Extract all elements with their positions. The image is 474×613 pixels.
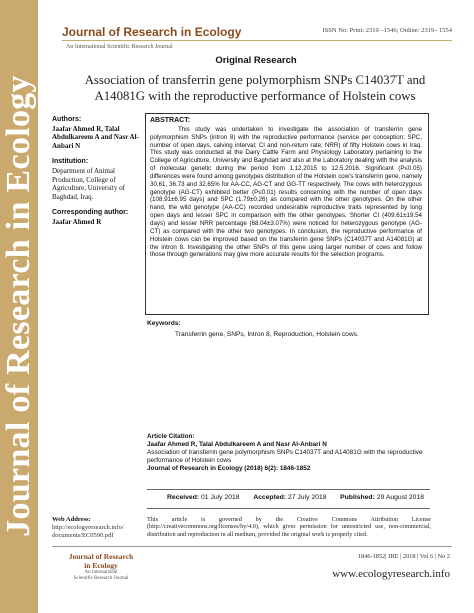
authors-block bbox=[52, 116, 142, 150]
accepted-date bbox=[253, 494, 326, 501]
authors-names: Jaafar Ahmed R, Talal Abdulkareem A and Nasr Al-Anbari N bbox=[52, 124, 139, 150]
abstract-box bbox=[145, 113, 429, 315]
received-date bbox=[167, 494, 240, 501]
abstract-label: ABSTRACT: bbox=[150, 117, 191, 124]
footer-logo-line1: Journal of Research bbox=[68, 552, 134, 561]
footer-divider bbox=[52, 546, 452, 547]
web-address-link-2[interactable]: documents/EC0590.pdf bbox=[52, 532, 114, 539]
corresponding-author: Jaafar Ahmed R bbox=[52, 217, 102, 226]
article-type: Original Research bbox=[215, 55, 297, 66]
footer-issue-info: 1846-1852| JRE | 2018 | Vol 6 | No 2 bbox=[357, 553, 450, 560]
footer-logo-line3: An International bbox=[84, 570, 118, 575]
dates-divider-top bbox=[147, 489, 430, 490]
header-journal-title: Journal of Research in Ecology bbox=[62, 25, 242, 39]
header-divider bbox=[62, 40, 452, 41]
footer-logo-line4: Scientific Research Journal bbox=[73, 576, 129, 581]
authors-label: Authors: bbox=[52, 116, 82, 123]
license-text: This article is governed by the Creative Commons Attribution License (http://creativecommons.org/licenses/by/4.0), which gives permission for unrestricted use, non-commercial, distribution and reproduction in all medium, provided the original work is properly cited. bbox=[147, 516, 431, 538]
keywords-label: Keywords: bbox=[147, 320, 181, 327]
citation-authors: Jaafar Ahmed R, Talal Abdulkareem A and Nasr Al-Anbari N bbox=[147, 440, 327, 448]
footer-website-link[interactable]: www.ecologyresearch.info bbox=[332, 568, 450, 580]
citation-journal: Journal of Research in Ecology (2018) 6(2): 1846-1852 bbox=[147, 464, 311, 472]
web-address-link-1[interactable]: http://ecologyresearch.info/ bbox=[52, 524, 124, 531]
header-tagline: An International Scientific Research Journal bbox=[66, 44, 173, 50]
footer-logo-line2: in Ecology bbox=[84, 560, 118, 570]
journal-sidebar-banner bbox=[0, 0, 38, 613]
sidebar-journal-name: Journal of Research in Ecology bbox=[0, 75, 37, 537]
accepted-label: Accepted: bbox=[253, 494, 287, 501]
received-label: Received: bbox=[167, 494, 200, 501]
citation-section bbox=[147, 433, 427, 473]
publication-dates bbox=[147, 494, 430, 501]
institution-label: Institution: bbox=[52, 158, 89, 166]
footer-journal-logo bbox=[58, 553, 144, 582]
web-address-block bbox=[52, 516, 142, 540]
dates-divider-bottom bbox=[147, 508, 430, 509]
citation-text: Association of transferrin gene polymorphism SNPs C14037T and A14081G with the reproductive performance of Holstein cows bbox=[147, 448, 423, 464]
accepted-value: 27 July 2018 bbox=[287, 494, 327, 501]
citation-label: Article Citation: bbox=[147, 433, 195, 440]
corresponding-block bbox=[52, 209, 142, 226]
institution-text: Department of Animal Production, College of Agriculture, University of Baghdad, Iraq. bbox=[52, 166, 125, 201]
keywords-text: Transferrin gene, SNPs, Intron 8, Reproduction, Holstein cows. bbox=[175, 331, 359, 338]
web-address-label: Web Address: bbox=[52, 516, 91, 523]
published-label: Published: bbox=[340, 494, 375, 501]
abstract-text: This study was undertaken to investigate the association of transferrin gene polymorphism SNPs (intron 8) with the reproductive performance (service per conception; SPC, number of open days, calving interval; CI and non-return rate; NRR) of fifty Holstein cows in Iraq. This study was conducted at the Dairy Cattle Farm and Physiology Laboratory pertaining to the College of Agriculture, University and Baghdad and also at the Laboratory dealing with the analysis of molecular genetic during the period from 1.12.2015 to 12.5.2016. Significant (P≤0.05) differences were found among genotypes distribution of the Holstein cow's transferrin gene, namely 30.61, 36.73 and 32.65% for AA-CC, AG-CT and GG-TT respectively. The cows with heterozygous genotype (AG-CT) exhibited better (P≤0.01) results concerning with the number of open days (108.91±6.95 days) and SPC (1.79±0.26) as compared with the other genotypes. On the other hand, the wild genotype (AA-CC) recorded undesirable reproductive traits represented by long open days and lesser SPC in comparison with the other genotypes. Shorter CI (409.61±19.54 days) and lesser NRR percentage (68.04±3.07%) were noticed for heterozygous genotype (AG-CT) as compared with the other two genotypes. In conclusion, the reproductive performance of Holstein cows can be improved based on the transferrin gene SNPs (C14037T and A14081G) at the intron 8. Investigating the other SNPs of this gene using larger number of cows and follow those through generations may give more accurate results for the selection programs. bbox=[150, 125, 422, 259]
article-title: Association of transferrin gene polymorphism SNPs C14037T and A14081G with the reproductive performance of Holstein cows bbox=[84, 73, 426, 103]
header-issn: ISSN No: Print: 2319 –1546; Online: 2319– 1554 bbox=[322, 27, 452, 34]
received-value: 01 July 2018 bbox=[201, 494, 240, 501]
author-info-column bbox=[52, 116, 142, 235]
corresponding-label: Corresponding author: bbox=[52, 209, 129, 217]
published-date bbox=[340, 494, 424, 501]
published-value: 29 August 2018 bbox=[376, 494, 424, 501]
institution-block bbox=[52, 158, 142, 201]
keywords-section bbox=[147, 320, 427, 339]
